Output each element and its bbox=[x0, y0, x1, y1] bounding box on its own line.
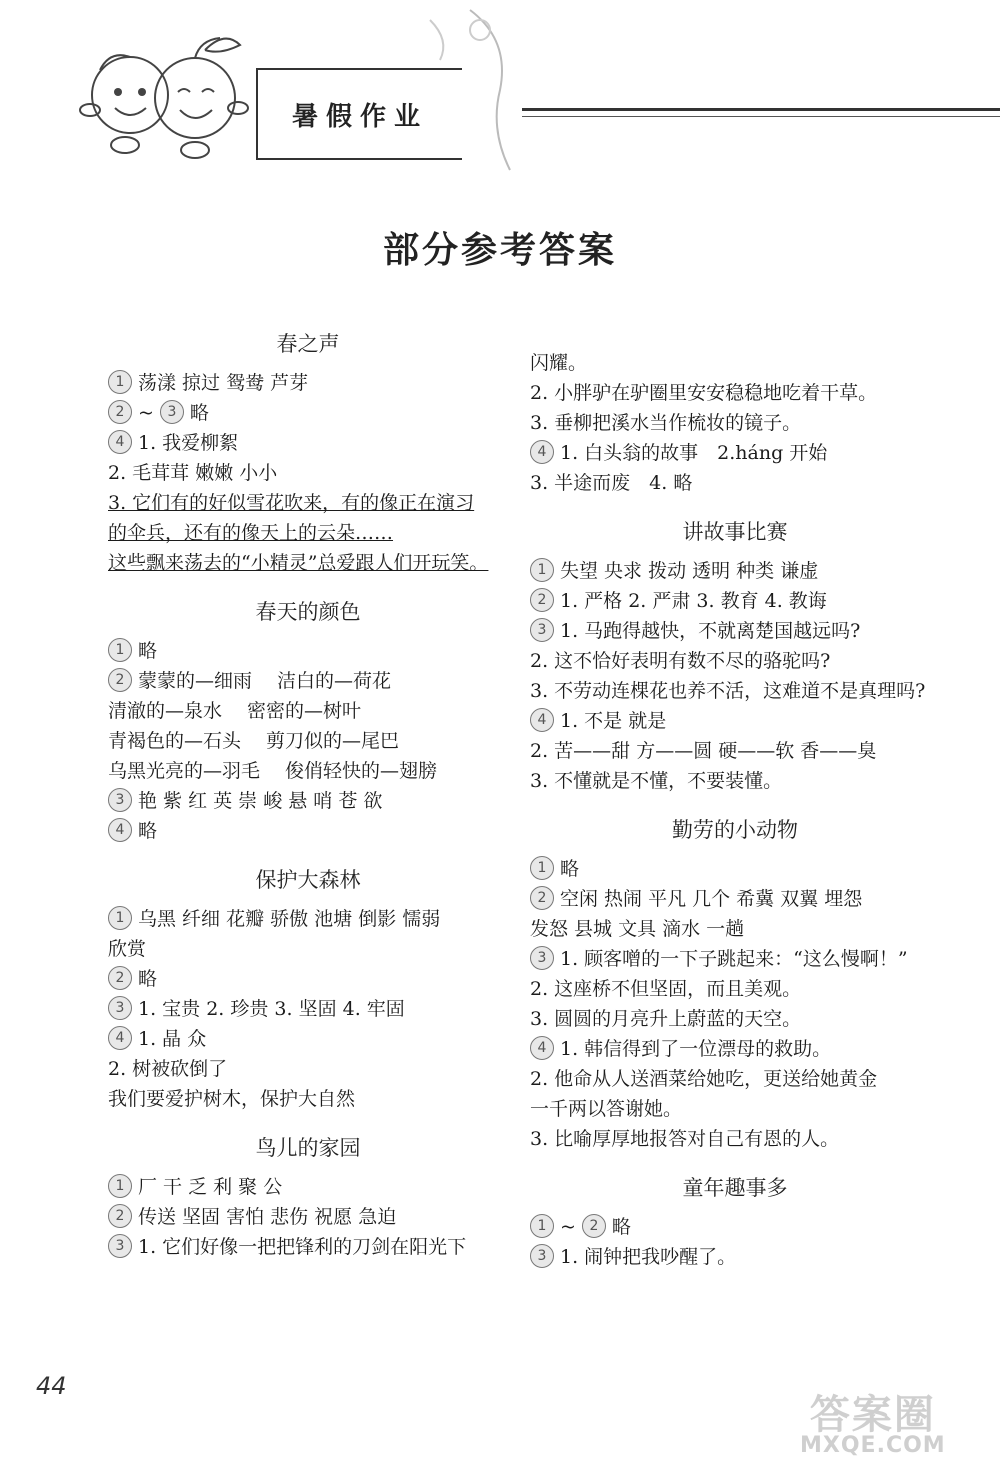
question-number-badge: 1 bbox=[108, 1174, 132, 1198]
header-title: 暑假作业 bbox=[291, 101, 428, 132]
answer-section bbox=[108, 864, 508, 1114]
answer-text: 2. 毛茸茸 嫩嫩 小小 bbox=[108, 462, 278, 484]
answer-line bbox=[530, 766, 940, 796]
answer-text: 3. 不懂就是不懂，不要装懂。 bbox=[530, 770, 783, 792]
question-number-badge: 4 bbox=[108, 1026, 132, 1050]
answer-line bbox=[108, 696, 508, 726]
question-number-badge: 1 bbox=[530, 1214, 554, 1238]
answer-line bbox=[108, 398, 508, 428]
question-number-badge: 4 bbox=[530, 1036, 554, 1060]
answer-text: 略 bbox=[189, 402, 209, 424]
answer-line bbox=[108, 368, 508, 398]
question-number-badge: 4 bbox=[530, 440, 554, 464]
answer-line bbox=[530, 736, 940, 766]
answer-text: 1. 不是 就是 bbox=[560, 710, 667, 732]
page-number: 44 bbox=[36, 1372, 67, 1400]
answer-section bbox=[108, 596, 508, 846]
answer-line bbox=[108, 756, 508, 786]
answer-line bbox=[108, 964, 508, 994]
answer-text: 略 bbox=[138, 640, 158, 662]
answer-line bbox=[530, 914, 940, 944]
question-number-badge: 3 bbox=[530, 946, 554, 970]
answer-text: 一千两以答谢她。 bbox=[530, 1098, 683, 1120]
answer-text: 3. 比喻厚厚地报答对自己有恩的人。 bbox=[530, 1128, 840, 1150]
answer-text: 艳 紫 红 英 崇 峻 悬 哨 苍 欲 bbox=[138, 790, 383, 812]
question-number-badge: 2 bbox=[530, 588, 554, 612]
section-title: 春之声 bbox=[276, 332, 340, 356]
question-number-badge: 2 bbox=[582, 1214, 606, 1238]
answer-text: 1. 晶 众 bbox=[138, 1028, 207, 1050]
question-number-badge: 2 bbox=[108, 966, 132, 990]
answer-text: 1. 马跑得越快，不就离楚国越远吗? bbox=[560, 620, 861, 642]
answer-text: 3. 不劳动连棵花也养不活，这难道不是真理吗? bbox=[530, 680, 926, 702]
answer-text: 这些飘来荡去的“小精灵”总爱跟人们开玩笑。 bbox=[108, 552, 489, 574]
answer-line bbox=[530, 676, 940, 706]
left-column bbox=[108, 318, 508, 1280]
answer-line bbox=[108, 904, 508, 934]
answer-section bbox=[530, 814, 940, 1154]
answer-line bbox=[530, 974, 940, 1004]
question-number-badge: 1 bbox=[108, 906, 132, 930]
answer-text: 青褐色的—石头 剪刀似的—尾巴 bbox=[108, 730, 400, 752]
header-rule bbox=[522, 108, 1000, 111]
section-title: 讲故事比赛 bbox=[682, 520, 788, 544]
question-number-badge: 2 bbox=[108, 400, 132, 424]
watermark-line1: 答案圈 bbox=[809, 1392, 936, 1438]
answer-text: 2. 苦——甜 方——圆 硬——软 香——臭 bbox=[530, 740, 877, 762]
question-number-badge: 3 bbox=[108, 1234, 132, 1258]
answer-section bbox=[108, 328, 508, 578]
answer-text: 1. 顾客噌的一下子跳起来：“这么慢啊！” bbox=[560, 948, 908, 970]
answer-section bbox=[108, 1132, 508, 1262]
question-number-badge: 4 bbox=[108, 818, 132, 842]
answer-line bbox=[530, 348, 940, 378]
answer-text: 1. 严格 2. 严肃 3. 教育 4. 教诲 bbox=[560, 590, 827, 612]
answer-text: 乌黑光亮的—羽毛 俊俏轻快的—翅膀 bbox=[108, 760, 438, 782]
answer-section bbox=[530, 348, 940, 498]
section-title: 童年趣事多 bbox=[682, 1176, 788, 1200]
answer-text: 2. 他命从人送酒菜给她吃，更送给她黄金 bbox=[530, 1068, 878, 1090]
answer-line bbox=[108, 488, 508, 518]
answer-line bbox=[108, 1024, 508, 1054]
answer-line bbox=[530, 1094, 940, 1124]
question-number-badge: 3 bbox=[160, 400, 184, 424]
answer-line bbox=[530, 1064, 940, 1094]
answer-line bbox=[108, 726, 508, 756]
header-rule-thin bbox=[522, 116, 1000, 117]
question-number-badge: 2 bbox=[108, 1204, 132, 1228]
answer-text: 传送 坚固 害怕 悲伤 祝愿 急迫 bbox=[138, 1206, 397, 1228]
answer-line bbox=[530, 586, 940, 616]
answer-text: 2. 这不恰好表明有数不尽的骆驼吗? bbox=[530, 650, 831, 672]
section-title: 勤劳的小动物 bbox=[672, 818, 798, 842]
question-number-badge: 3 bbox=[108, 788, 132, 812]
answer-text: 1. 闹钟把我吵醒了。 bbox=[560, 1246, 737, 1268]
answer-text: 1. 白头翁的故事 2.háng 开始 bbox=[560, 442, 828, 464]
answer-text: 略 bbox=[560, 858, 580, 880]
page-title: 部分参考答案 bbox=[382, 230, 617, 271]
question-number-badge: 2 bbox=[108, 668, 132, 692]
question-number-badge: 3 bbox=[108, 996, 132, 1020]
answer-line bbox=[530, 884, 940, 914]
answer-section bbox=[530, 1172, 940, 1272]
answer-line bbox=[530, 1212, 940, 1242]
answer-text: 3. 圆圆的月亮升上蔚蓝的天空。 bbox=[530, 1008, 802, 1030]
answer-line bbox=[530, 646, 940, 676]
answer-text: 略 bbox=[138, 968, 158, 990]
answer-text: 蒙蒙的—细雨 洁白的—荷花 bbox=[138, 670, 392, 692]
answer-line bbox=[108, 786, 508, 816]
answer-line bbox=[108, 816, 508, 846]
section-title: 保护大森林 bbox=[255, 868, 361, 892]
answer-text: 乌黑 纤细 花瓣 骄傲 池塘 倒影 懦弱 bbox=[138, 908, 441, 930]
answer-line bbox=[530, 616, 940, 646]
answer-line bbox=[108, 1084, 508, 1114]
question-number-badge: 4 bbox=[530, 708, 554, 732]
answer-line bbox=[108, 458, 508, 488]
answer-line bbox=[108, 994, 508, 1024]
answer-text: 2. 这座桥不但坚固，而且美观。 bbox=[530, 978, 802, 1000]
answer-line bbox=[530, 944, 940, 974]
question-number-badge: 1 bbox=[530, 856, 554, 880]
answer-text: 3. 半途而废 4. 略 bbox=[530, 472, 693, 494]
answer-text: 1. 我爱柳絮 bbox=[138, 432, 239, 454]
answer-text: 厂 干 乏 利 聚 公 bbox=[138, 1176, 283, 1198]
answer-line bbox=[530, 468, 940, 498]
watermark-line2: MXQE.COM bbox=[800, 1433, 946, 1458]
answer-section bbox=[530, 516, 940, 796]
answer-text: 失望 央求 拨动 透明 种类 谦虚 bbox=[560, 560, 819, 582]
answer-text: 1. 宝贵 2. 珍贵 3. 坚固 4. 牢固 bbox=[138, 998, 405, 1020]
answer-line bbox=[530, 1004, 940, 1034]
answer-text: 1. 韩信得到了一位漂母的救助。 bbox=[560, 1038, 832, 1060]
answer-text: 的伞兵，还有的像天上的云朵…… bbox=[108, 522, 394, 544]
question-number-badge: 3 bbox=[530, 618, 554, 642]
answer-line bbox=[108, 1172, 508, 1202]
section-title: 鸟儿的家园 bbox=[255, 1136, 361, 1160]
answer-line bbox=[530, 408, 940, 438]
question-number-badge: 1 bbox=[108, 638, 132, 662]
answer-line bbox=[530, 378, 940, 408]
answer-line bbox=[530, 1034, 940, 1064]
answer-text: 3. 它们有的好似雪花吹来，有的像正在演习 bbox=[108, 492, 475, 514]
watermark-logo bbox=[800, 1392, 946, 1458]
answer-line bbox=[108, 1232, 508, 1262]
section-title: 春天的颜色 bbox=[255, 600, 361, 624]
header-box bbox=[256, 68, 462, 160]
answer-line bbox=[108, 1202, 508, 1232]
question-number-badge: 1 bbox=[530, 558, 554, 582]
answer-line bbox=[530, 438, 940, 468]
question-number-badge: 2 bbox=[530, 886, 554, 910]
answer-text: ~ bbox=[560, 1216, 576, 1238]
answer-text: 清澈的—泉水 密密的—树叶 bbox=[108, 700, 362, 722]
answer-text: 3. 垂柳把溪水当作梳妆的镜子。 bbox=[530, 412, 802, 434]
answer-line bbox=[108, 636, 508, 666]
answer-text: 空闲 热闹 平凡 几个 希冀 双翼 埋怨 bbox=[560, 888, 863, 910]
answer-line bbox=[530, 854, 940, 884]
answer-line bbox=[530, 1124, 940, 1154]
answer-line bbox=[530, 706, 940, 736]
answer-text: 我们要爱护树木，保护大自然 bbox=[108, 1088, 356, 1110]
answer-line bbox=[108, 428, 508, 458]
answer-line bbox=[530, 1242, 940, 1272]
right-column bbox=[530, 348, 940, 1290]
question-number-badge: 1 bbox=[108, 370, 132, 394]
answer-line bbox=[530, 556, 940, 586]
answer-text: 略 bbox=[138, 820, 158, 842]
answer-text: 荡漾 掠过 鸳鸯 芦芽 bbox=[138, 372, 309, 394]
answer-text: 发怒 县城 文具 滴水 一趟 bbox=[530, 918, 745, 940]
question-number-badge: 4 bbox=[108, 430, 132, 454]
answer-line bbox=[108, 518, 508, 548]
answer-text: 欣赏 bbox=[108, 938, 147, 960]
answer-text: 闪耀。 bbox=[530, 352, 588, 374]
answer-text: ~ bbox=[138, 402, 154, 424]
answer-line bbox=[108, 548, 508, 578]
question-number-badge: 3 bbox=[530, 1244, 554, 1268]
answer-text: 1. 它们好像一把把锋利的刀剑在阳光下 bbox=[138, 1236, 467, 1258]
answer-text: 略 bbox=[611, 1216, 631, 1238]
answer-line bbox=[108, 934, 508, 964]
answer-text: 2. 树被砍倒了 bbox=[108, 1058, 228, 1080]
answer-line bbox=[108, 1054, 508, 1084]
answer-line bbox=[108, 666, 508, 696]
answer-text: 2. 小胖驴在驴圈里安安稳稳地吃着干草。 bbox=[530, 382, 878, 404]
